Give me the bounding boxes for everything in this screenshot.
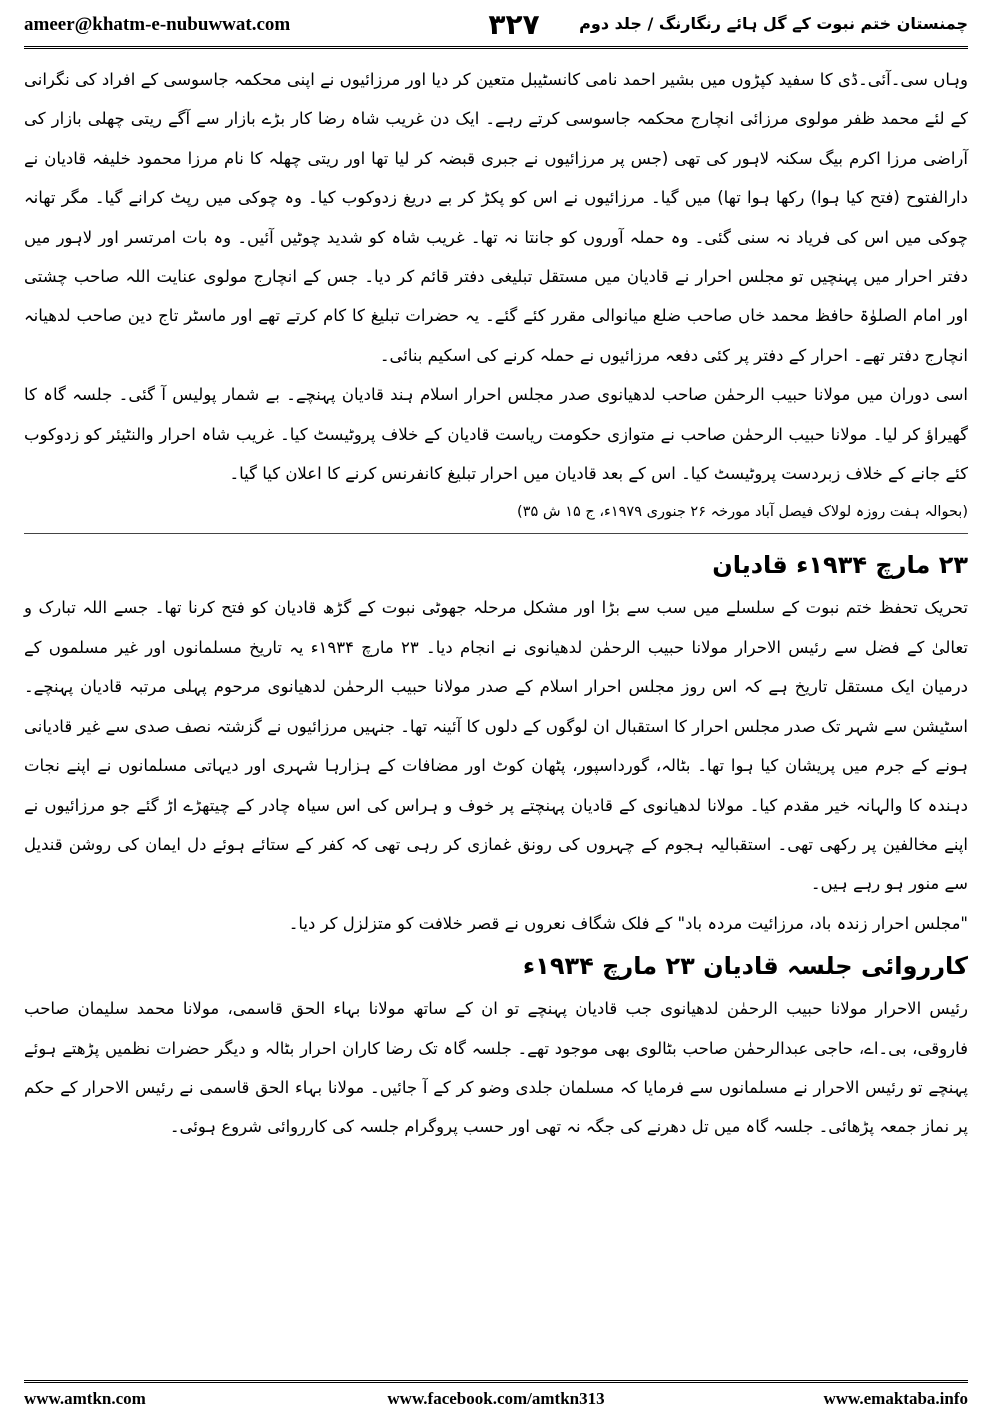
- page-header: [24, 8, 968, 49]
- page-body: [24, 60, 968, 1147]
- section-divider: [24, 533, 968, 534]
- body-paragraph: اسی دوران میں مولانا حبیب الرحمٰن صاحب لدھیانوی صدر مجلس احرار اسلام ہند قادیان پہنچے۔ بے شمار پولیس آ گئی۔ جلسہ گاہ کا گھیراؤ کر لیا۔ مولانا حبیب الرحمٰن صاحب نے متوازی حکومت ریاست قادیان کے خلاف پروٹیسٹ کیا۔ غریب شاہ احرار والنٹیئر کو زدوکوب کئے جانے کے خلاف زبردست پروٹیسٹ کیا۔ اس کے بعد قادیان میں احرار تبلیغ کانفرنس کرنے کا اعلان کیا گیا۔: [24, 385, 968, 484]
- section-heading: ۲۳ مارچ ۱۹۳۴ء قادیان: [712, 551, 968, 580]
- citation: (بحوالہ ہفت روزہ لولاک فیصل آباد مورخہ ۲۶ جنوری ۱۹۷۹ء، ج ۱۵ ش ۳۵): [517, 504, 968, 521]
- footer-link-facebook[interactable]: www.facebook.com/amtkn313: [387, 1389, 605, 1408]
- header-email[interactable]: ameer@khatm-e-nubuwwat.com: [24, 14, 291, 35]
- body-paragraph: وہاں سی۔آئی۔ڈی کا سفید کپڑوں میں بشیر احمد نامی کانسٹیبل متعین کر دیا اور مرزائیوں نے اپنی محکمہ جاسوسی کے افراد کی نگرانی کے لئے محمد ظفر مولوی مرزائی انچارج محکمہ جاسوسی کرتے رہے۔ ایک دن غریب شاہ رضا کار بڑے بازار سے آگے ریتی چھلی بازار کی آراضی مرزا اکرم بیگ سکنہ لاہور کی تھی (جس پر مرزائیوں نے جبری قبضہ کر لیا تھا اور ریتی چھلہ کا نام مرزا محمود خلیفہ قادیان نے دارالفتوح (فتح کیا ہوا) رکھا ہوا تھا) میں گیا۔ مرزائیوں نے اس کو پکڑ کر بے دریغ زدوکوب کیا۔ وہ چوکی میں رپٹ کرانے گیا۔ مگر تھانہ چوکی میں اس کی فریاد نہ سنی گئی۔ وہ حملہ آوروں کو جانتا نہ تھا۔ غریب شاہ کو شدید چوٹیں آئیں۔ وہ بات امرتسر اور لاہور میں دفتر احرار میں پہنچیں تو مجلس احرار نے قادیان میں مستقل تبلیغی دفتر قائم کر دیا۔ جس کے انچارج مولوی عنایت اللہ صاحب چشتی اور امام الصلوٰۃ حافظ محمد خاں صاحب ضلع میانوالی مقرر کئے گئے۔ یہ حضرات تبلیغ کا کام کرتے تھے اور ماسٹر تاج دین صاحب لدھیانہ انچارج دفتر تھے۔ احرار کے دفتر پر کئی دفعہ مرزائیوں نے حملہ کرنے کی اسکیم بنائی۔: [24, 70, 968, 365]
- footer-link-emaktaba[interactable]: www.emaktaba.info: [823, 1389, 968, 1408]
- footer-link-amtkn[interactable]: www.amtkn.com: [24, 1389, 146, 1408]
- book-title: چمنستان ختم نبوت کے گل ہائے رنگارنگ / جلد دوم: [579, 14, 968, 33]
- page-footer: [24, 1380, 968, 1413]
- body-paragraph: "مجلس احرار زندہ باد، مرزائیت مردہ باد" کے فلک شگاف نعروں نے قصر خلافت کو متزلزل کر دیا۔: [288, 913, 968, 933]
- body-paragraph: رئیس الاحرار مولانا حبیب الرحمٰن لدھیانوی جب قادیان پہنچے تو ان کے ساتھ مولانا بہاء الحق قاسمی، مولانا محمد سلیمان صاحب فاروقی، بی۔اے، حاجی عبدالرحمٰن صاحب بٹالوی بھی موجود تھے۔ جلسہ گاہ تک رضا کاران احرار بٹالہ و دیگر حضرات نظمیں پڑھتے ہوئے پہنچے تو رئیس الاحرار نے مسلمانوں سے فرمایا کہ مسلمان جلدی وضو کر کے آ جائیں۔ مولانا بہاء الحق قاسمی نے رئیس الاحرار کے حکم پر نماز جمعہ پڑھائی۔ جلسہ گاہ میں تل دھرنے کی جگہ نہ تھی اور حسب پروگرام جلسہ کی کارروائی شروع ہوئی۔: [24, 999, 968, 1137]
- section-heading: کارروائی جلسہ قادیان ۲۳ مارچ ۱۹۳۴ء: [522, 952, 968, 981]
- body-paragraph: تحریک تحفظ ختم نبوت کے سلسلے میں سب سے بڑا اور مشکل مرحلہ جھوٹی نبوت کے گڑھ قادیان کو فتح کرنا تھا۔ جسے اللہ تبارک و تعالیٰ کے فضل سے رئیس الاحرار مولانا حبیب الرحمٰن لدھیانوی نے انجام دیا۔ ۲۳ مارچ ۱۹۳۴ء یہ تاریخ مسلمانوں اور غیر مسلموں کے درمیان ایک مستقل تاریخ ہے کہ اس روز مجلس احرار اسلام کے صدر مولانا حبیب الرحمٰن لدھیانوی مرحوم پہلی مرتبہ قادیان پہنچے۔ اسٹیشن سے شہر تک صدر مجلس احرار کا استقبال ان لوگوں کے دلوں کا آئینہ تھا۔ جنہیں مرزائیوں نے گزشتہ نصف صدی سے غیر قادیانی ہونے کے جرم میں پریشان کیا ہوا تھا۔ بٹالہ، گورداسپور، پٹھان کوٹ اور مضافات کے ہزارہا شہری اور دیہاتی مسلمانوں نے اپنے نجات دہندہ کا والہانہ خیر مقدم کیا۔ مولانا لدھیانوی کے قادیان پہنچتے پر خوف و ہراس کی اس سیاہ چادر کے چیتھڑے اڑ گئے جو مرزائیوں نے اپنے مخالفین پر رکھی تھی۔ استقبالیہ ہجوم کے چہروں کی رونق غمازی کر رہی تھی کہ کفر کے ستائے ہوئے دل ایمان کی روشن قندیل سے منور ہو رہے ہیں۔: [24, 598, 968, 894]
- page-number: ۳۲۷: [488, 8, 540, 41]
